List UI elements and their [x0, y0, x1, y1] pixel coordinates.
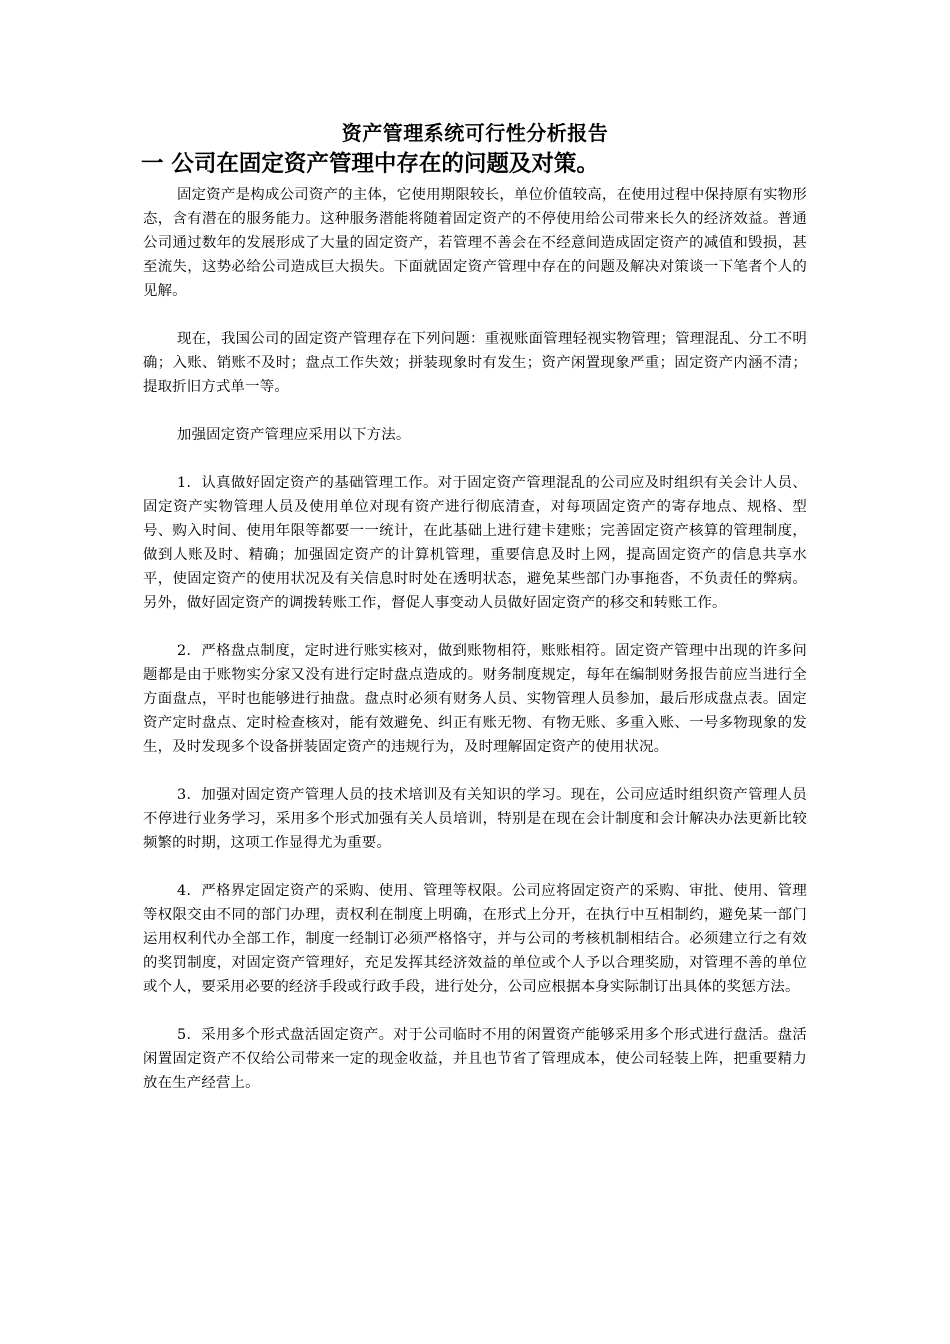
paragraph-method-5: 5．采用多个形式盘活固定资产。对于公司临时不用的闲置资产能够采用多个形式进行盘活。盘活闲置固定资产不仅给公司带来一定的现金收益，并且也节省了管理成本，使公司轻装上阵，把重要精力放在生产经营上。 — [143, 1027, 807, 1091]
document-body — [143, 118, 807, 1119]
document-title: 资产管理系统可行性分析报告 — [341, 121, 609, 145]
paragraph-method-2: 2．严格盘点制度，定时进行账实核对，做到账物相符，账账相符。固定资产管理中出现的许多问题都是由于账物实分家又没有进行定时盘点造成的。财务制度规定，每年在编制财务报告前应当进行全方面盘点，平时也能够进行抽盘。盘点时必须有财务人员、实物管理人员参加，最后形成盘点表。固定资产定时盘点、定时检查核对，能有效避免、纠正有账无物、有物无账、多重入账、一号多物现象的发生，及时发现多个设备拼装固定资产的违规行为，及时理解固定资产的使用状况。 — [143, 643, 807, 755]
section-heading: 一 公司在固定资产管理中存在的问题及对策。 — [141, 151, 599, 177]
paragraph-method-4: 4．严格界定固定资产的采购、使用、管理等权限。公司应将固定资产的采购、审批、使用、管理等权限交由不同的部门办理，责权利在制度上明确，在形式上分开，在执行中互相制约，避免某一部门运用权利代办全部工作，制度一经制订必须严格恪守，并与公司的考核机制相结合。必须建立行之有效的奖罚制度，对固定资产管理好，充足发挥其经济效益的单位或个人予以合理奖励，对管理不善的单位或个人，要采用必要的经济手段或行政手段，进行处分，公司应根据本身实际制订出具体的奖惩方法。 — [143, 883, 807, 995]
paragraph-methods-lead: 加强固定资产管理应采用以下方法。 — [177, 427, 411, 443]
paragraph-method-3: 3．加强对固定资产管理人员的技术培训及有关知识的学习。现在，公司应适时组织资产管理人员不停进行业务学习，采用多个形式加强有关人员培训，特别是在现在会计制度和会计解决办法更新比较频繁的时期，这项工作显得尤为重要。 — [143, 787, 807, 851]
paragraph-problems: 现在，我国公司的固定资产管理存在下列问题：重视账面管理轻视实物管理；管理混乱、分工不明确；入账、销账不及时；盘点工作失效；拼装现象时有发生；资产闲置现象严重；固定资产内涵不清；提取折旧方式单一等。 — [143, 331, 807, 395]
paragraph-method-1: 1．认真做好固定资产的基础管理工作。对于固定资产管理混乱的公司应及时组织有关会计人员、固定资产实物管理人员及使用单位对现有资产进行彻底清查，对每项固定资产的寄存地点、规格、型号、购入时间、使用年限等都要一一统计，在此基础上进行建卡建账；完善固定资产核算的管理制度，做到人账及时、精确；加强固定资产的计算机管理，重要信息及时上网，提高固定资产的信息共享水平，使固定资产的使用状况及有关信息时时处在透明状态，避免某些部门办事拖沓，不负责任的弊病。另外，做好固定资产的调拨转账工作，督促人事变动人员做好固定资产的移交和转账工作。 — [143, 475, 807, 611]
paragraph-intro: 固定资产是构成公司资产的主体，它使用期限较长，单位价值较高，在使用过程中保持原有实物形态，含有潜在的服务能力。这种服务潜能将随着固定资产的不停使用给公司带来长久的经济效益。普通公司通过数年的发展形成了大量的固定资产，若管理不善会在不经意间造成固定资产的减值和毁损，甚至流失，这势必给公司造成巨大损失。下面就固定资产管理中存在的问题及解决对策谈一下笔者个人的见解。 — [143, 187, 807, 299]
